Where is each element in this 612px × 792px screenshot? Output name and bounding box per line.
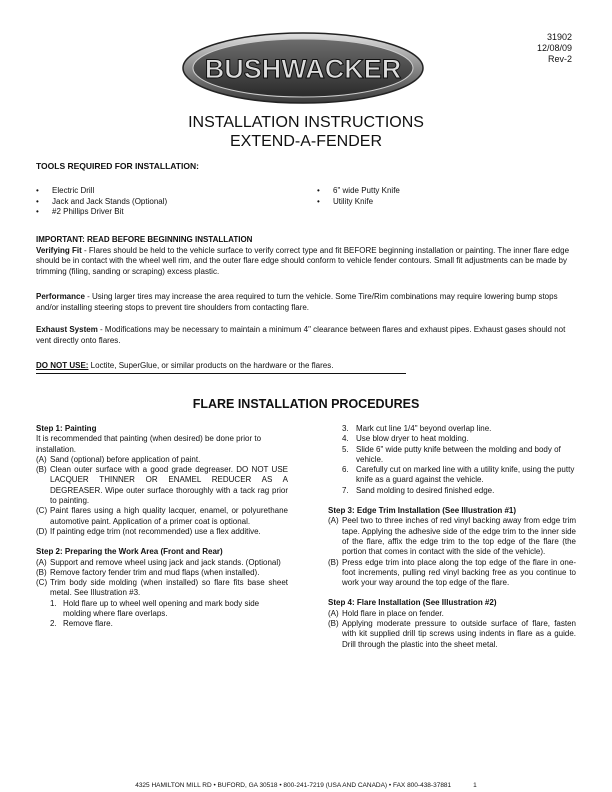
important-heading: IMPORTANT: READ BEFORE BEGINNING INSTALLATION (36, 235, 253, 244)
step2-heading: Step 2: Preparing the Work Area (Front and Rear) (36, 547, 223, 557)
item-text: Sand (optional) before application of paint. (50, 454, 201, 464)
item-label: (B) (328, 619, 339, 629)
verifying-fit-paragraph (36, 246, 576, 278)
tools-heading: TOOLS REQUIRED FOR INSTALLATION: (36, 161, 199, 171)
item-label: (A) (328, 608, 339, 618)
doc-date: 12/08/09 (536, 43, 572, 53)
step3-item (328, 558, 576, 589)
step1-item (36, 527, 288, 537)
doc-revision: Rev-2 (547, 54, 572, 64)
tool-item: • #2 Phillips Driver Bit (36, 207, 296, 218)
step2-subitem (342, 445, 576, 466)
item-label: (B) (36, 465, 47, 475)
step4-heading: Step 4: Flare Installation (See Illustration #2) (328, 598, 497, 608)
subitem-number: 3. (342, 424, 349, 433)
procedures-title: FLARE INSTALLATION PROCEDURES (192, 397, 420, 411)
subitem-text: Remove flare. (63, 619, 113, 629)
step2-subitem (342, 486, 576, 496)
subitem-number: 6. (342, 465, 349, 475)
subitem-number: 4. (342, 434, 349, 444)
step4-item (328, 609, 576, 619)
tool-item: • Electric Drill (36, 186, 296, 197)
step3-item (328, 516, 576, 557)
item-label: (A) (36, 557, 47, 567)
procedures-left-column (36, 424, 288, 630)
page-number: 1 (473, 782, 477, 789)
tools-list-left (36, 186, 296, 218)
do-not-use-paragraph (36, 361, 576, 372)
item-text: Trim body side molding (when installed) so flare fits base sheet metal. See Illustration #3. (50, 578, 288, 598)
step1-item (36, 506, 288, 527)
step2-item (36, 568, 288, 578)
do-not-use-text: Loctite, SuperGlue, or similar products on the hardware or the flares. (88, 361, 334, 370)
step2-item (36, 578, 288, 599)
item-text: Applying moderate pressure to outside surface of flare, fasten with kit supplied drill tip screws using indents in flare as a guide. Drill through the plastic into the sheet metal. (342, 619, 576, 649)
item-label: (A) (36, 454, 47, 464)
step2-item (36, 558, 288, 568)
do-not-use-label: DO NOT USE: (36, 361, 89, 370)
step2-subitem (342, 434, 576, 444)
title-line1: INSTALLATION INSTRUCTIONS (188, 114, 424, 131)
verifying-fit-label: Verifying Fit (36, 245, 82, 255)
item-text: Clean outer surface with a good grade degreaser. DO NOT USE LACQUER THINNER OR ENAMEL REDUCER AS A DEGREASER. Wipe outer surface thoroughly with a tack rag prior to painting. (50, 465, 288, 506)
step1-heading: Step 1: Painting (36, 424, 97, 433)
doc-number: 31902 (546, 32, 572, 42)
item-label: (D) (36, 526, 48, 536)
subitem-number: 2. (50, 619, 57, 629)
step3-heading: Step 3: Edge Trim Installation (See Illustration #1) (328, 506, 517, 516)
item-label: (C) (36, 578, 48, 588)
item-text: Remove factory fender trim and mud flaps (when installed). (50, 567, 260, 577)
verifying-fit-text: - Flares should be held to the vehicle surface to verify correct type and fit BEFORE beginning installation or painting. The inner flare edge should be in contact with the wheel well rim, and the outer flare edge should conform to vehicle fender contours. Small fit adjustments can be made by trimming (filing, sanding or scraping) excess plastic. (36, 245, 570, 276)
subitem-number: 7. (342, 485, 349, 495)
step2-subitem (36, 619, 288, 629)
step1-intro: It is recommended that painting (when desired) be done prior to installation. (36, 434, 262, 454)
subitem-text: Sand molding to desired finished edge. (356, 485, 495, 495)
performance-paragraph (36, 292, 576, 313)
item-label: (B) (328, 557, 339, 567)
step2-subitem (342, 424, 576, 434)
item-text: Paint flares using a high quality lacquer, enamel, or polyurethane automotive paint. Application of a primer coat is optional. (50, 506, 288, 526)
item-text: Support and remove wheel using jack and jack stands. (Optional) (50, 557, 281, 567)
subitem-text: Use blow dryer to heat molding. (356, 434, 469, 444)
exhaust-text: - Modifications may be necessary to maintain a minimum 4" clearance between flares and exhaust pipes. Exhaust gases should not vent directly onto flares. (36, 325, 566, 345)
title-line2: EXTEND-A-FENDER (229, 133, 382, 150)
tool-item: • 6" wide Putty Knife (317, 186, 577, 197)
doc-meta (537, 32, 572, 65)
footer-address: 4325 HAMILTON MILL RD • BUFORD, GA 30518 • 800-241-7219 (USA AND CANADA) • FAX 800-438-37881 (135, 782, 452, 789)
subitem-text: Mark cut line 1/4" beyond overlap line. (356, 424, 492, 433)
footer (0, 782, 612, 789)
item-label: (A) (328, 516, 339, 526)
step4-item (328, 619, 576, 650)
logo-text: BUSHWACKER (204, 54, 402, 84)
step1-item (36, 455, 288, 465)
item-label: (C) (36, 506, 48, 516)
item-text: If painting edge trim (not recommended) use a flex additive. (50, 526, 261, 536)
tool-item: • Utility Knife (317, 197, 577, 208)
exhaust-label: Exhaust System (36, 325, 98, 334)
performance-text: - Using larger tires may increase the area required to turn the vehicle. Some Tire/Rim combinations may require lowering bump stops and/or installing steering stops to prevent tire shoulders from contacting flare. (36, 292, 558, 312)
tools-list-right (317, 186, 577, 207)
divider (36, 373, 406, 374)
performance-label: Performance (36, 292, 85, 301)
step2-subitem (36, 599, 288, 620)
subitem-text: Carefully cut on marked line with a utility knife, using the putty knife as a guard against the vehicle. (356, 465, 575, 485)
subitem-text: Hold flare up to wheel well opening and mark body side molding where flare overlaps. (63, 598, 260, 619)
item-label: (B) (36, 567, 47, 577)
exhaust-paragraph (36, 325, 576, 346)
subitem-number: 5. (342, 444, 349, 454)
bushwacker-logo (181, 31, 425, 105)
item-text: Hold flare in place on fender. (342, 608, 444, 618)
tool-item: • Jack and Jack Stands (Optional) (36, 197, 296, 208)
subitem-number: 1. (50, 598, 57, 608)
important-block (36, 235, 576, 277)
step2-subitem (342, 465, 576, 486)
item-text: Press edge trim into place along the top edge of the flare in one-foot increments, pulling red vinyl backing free as you continue to work your way around the top edge of the flare. (342, 557, 576, 588)
procedures-right-column (328, 424, 576, 650)
subitem-text: Slide 6" wide putty knife between the molding and body of vehicle. (356, 444, 561, 464)
step1-item (36, 465, 288, 506)
item-text: Peel two to three inches of red vinyl backing away from edge trim tape. Applying the adhesive side of the edge trim to the inner side of the flare, affix the edge trim to the top edge of the flare (the portion that comes in contact with the side of the vehicle). (342, 516, 576, 557)
